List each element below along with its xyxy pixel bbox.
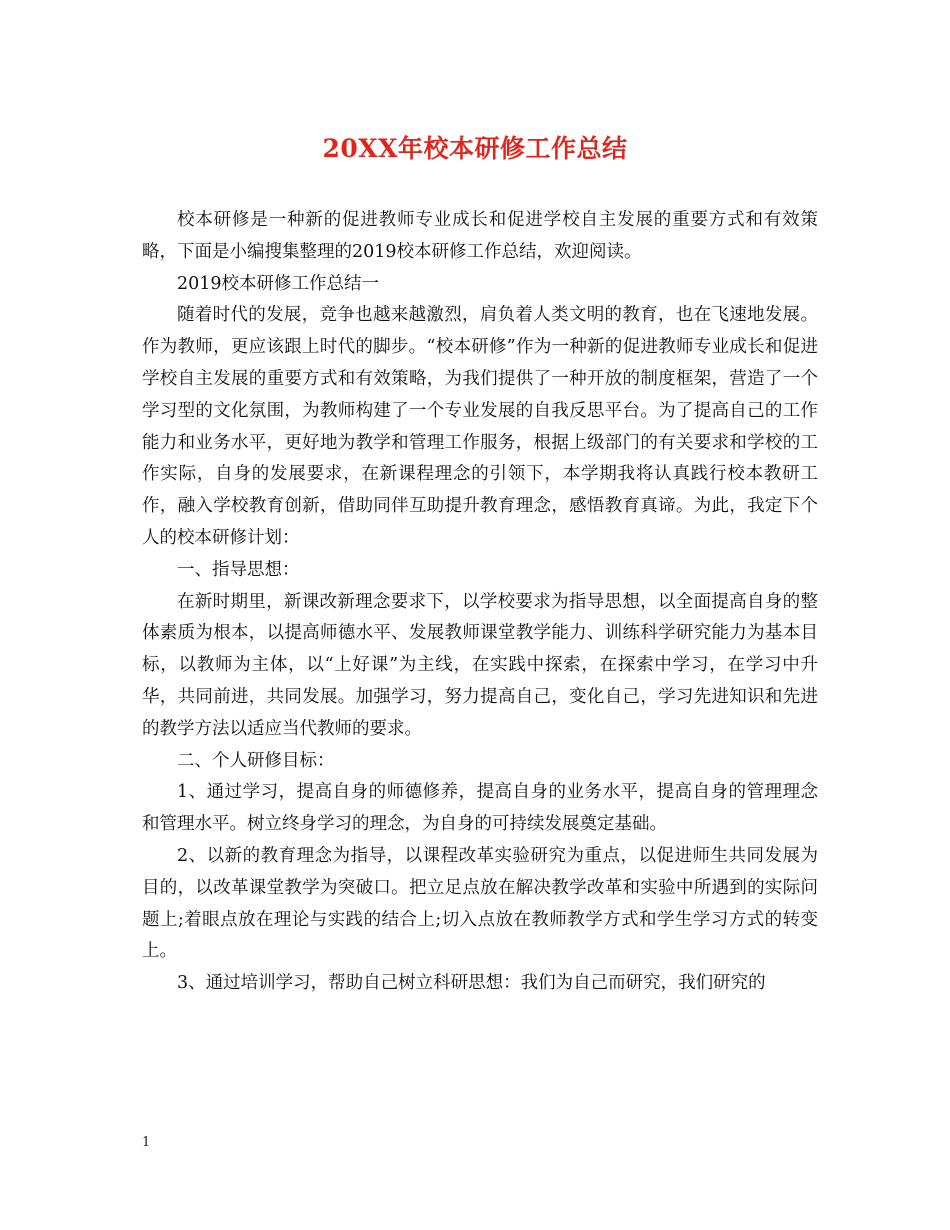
document-title: 20XX年校本研修工作总结 [322,134,628,163]
section-heading-guiding-ideology: 一、指导思想： [177,559,300,580]
goal-item-3: 3、通过培训学习，帮助自己树立科研思想：我们为自己而研究，我们研究的 [177,973,766,994]
document-body [142,205,818,1000]
page-number: 1 [142,1135,151,1150]
body-paragraph: 随着时代的发展，竞争也越来越激烈，肩负着人类文明的教育，也在飞速地发展。作为教师，更应该跟上时代的脚步。“校本研修”作为一种新的促进教师专业成长和促进学校自主发展的重要方式和有效策略，为我们提供了一种开放的制度框架，营造了一个学习型的文化氛围，为教师构建了一个专业发展的自我反思平台。为了提高自己的工作能力和业务水平，更好地为教学和管理工作服务，根据上级部门的有关要求和学校的工作实际，自身的发展要求，在新课程理念的引领下，本学期我将认真践行校本教研工作，融入学校教育创新，借助同伴互助提升教育理念，感悟教育真谛。为此，我定下个人的校本研修计划： [142,305,818,548]
goal-item-2: 2、以新的教育理念为指导，以课程改革实验研究为重点，以促进师生共同发展为目的，以改革课堂教学为突破口。把立足点放在解决教学改革和实验中所遇到的实际问题上;着眼点放在理论与实践的结合上;切入点放在教师教学方式和学生学习方式的转变上。 [142,845,818,962]
goal-item-1: 1、通过学习，提高自身的师德修养，提高自身的业务水平，提高自身的管理理念和管理水平。树立终身学习的理念，为自身的可持续发展奠定基础。 [142,782,818,835]
section-heading-summary-one: 2019校本研修工作总结一 [177,273,380,294]
body-paragraph: 在新时期里，新课改新理念要求下，以学校要求为指导思想，以全面提高自身的整体素质为根本，以提高师德水平、发展教师课堂教学能力、训练科学研究能力为基本目标，以教师为主体，以“上好课”为主线，在实践中探索，在探索中学习，在学习中升华，共同前进，共同发展。加强学习，努力提高自己，变化自己，学习先进知识和先进的教学方法以适应当代教师的要求。 [142,591,818,739]
section-heading-personal-goals: 二、个人研修目标： [177,750,335,771]
intro-paragraph: 校本研修是一种新的促进教师专业成长和促进学校自主发展的重要方式和有效策略，下面是小编搜集整理的2019校本研修工作总结，欢迎阅读。 [142,210,818,262]
